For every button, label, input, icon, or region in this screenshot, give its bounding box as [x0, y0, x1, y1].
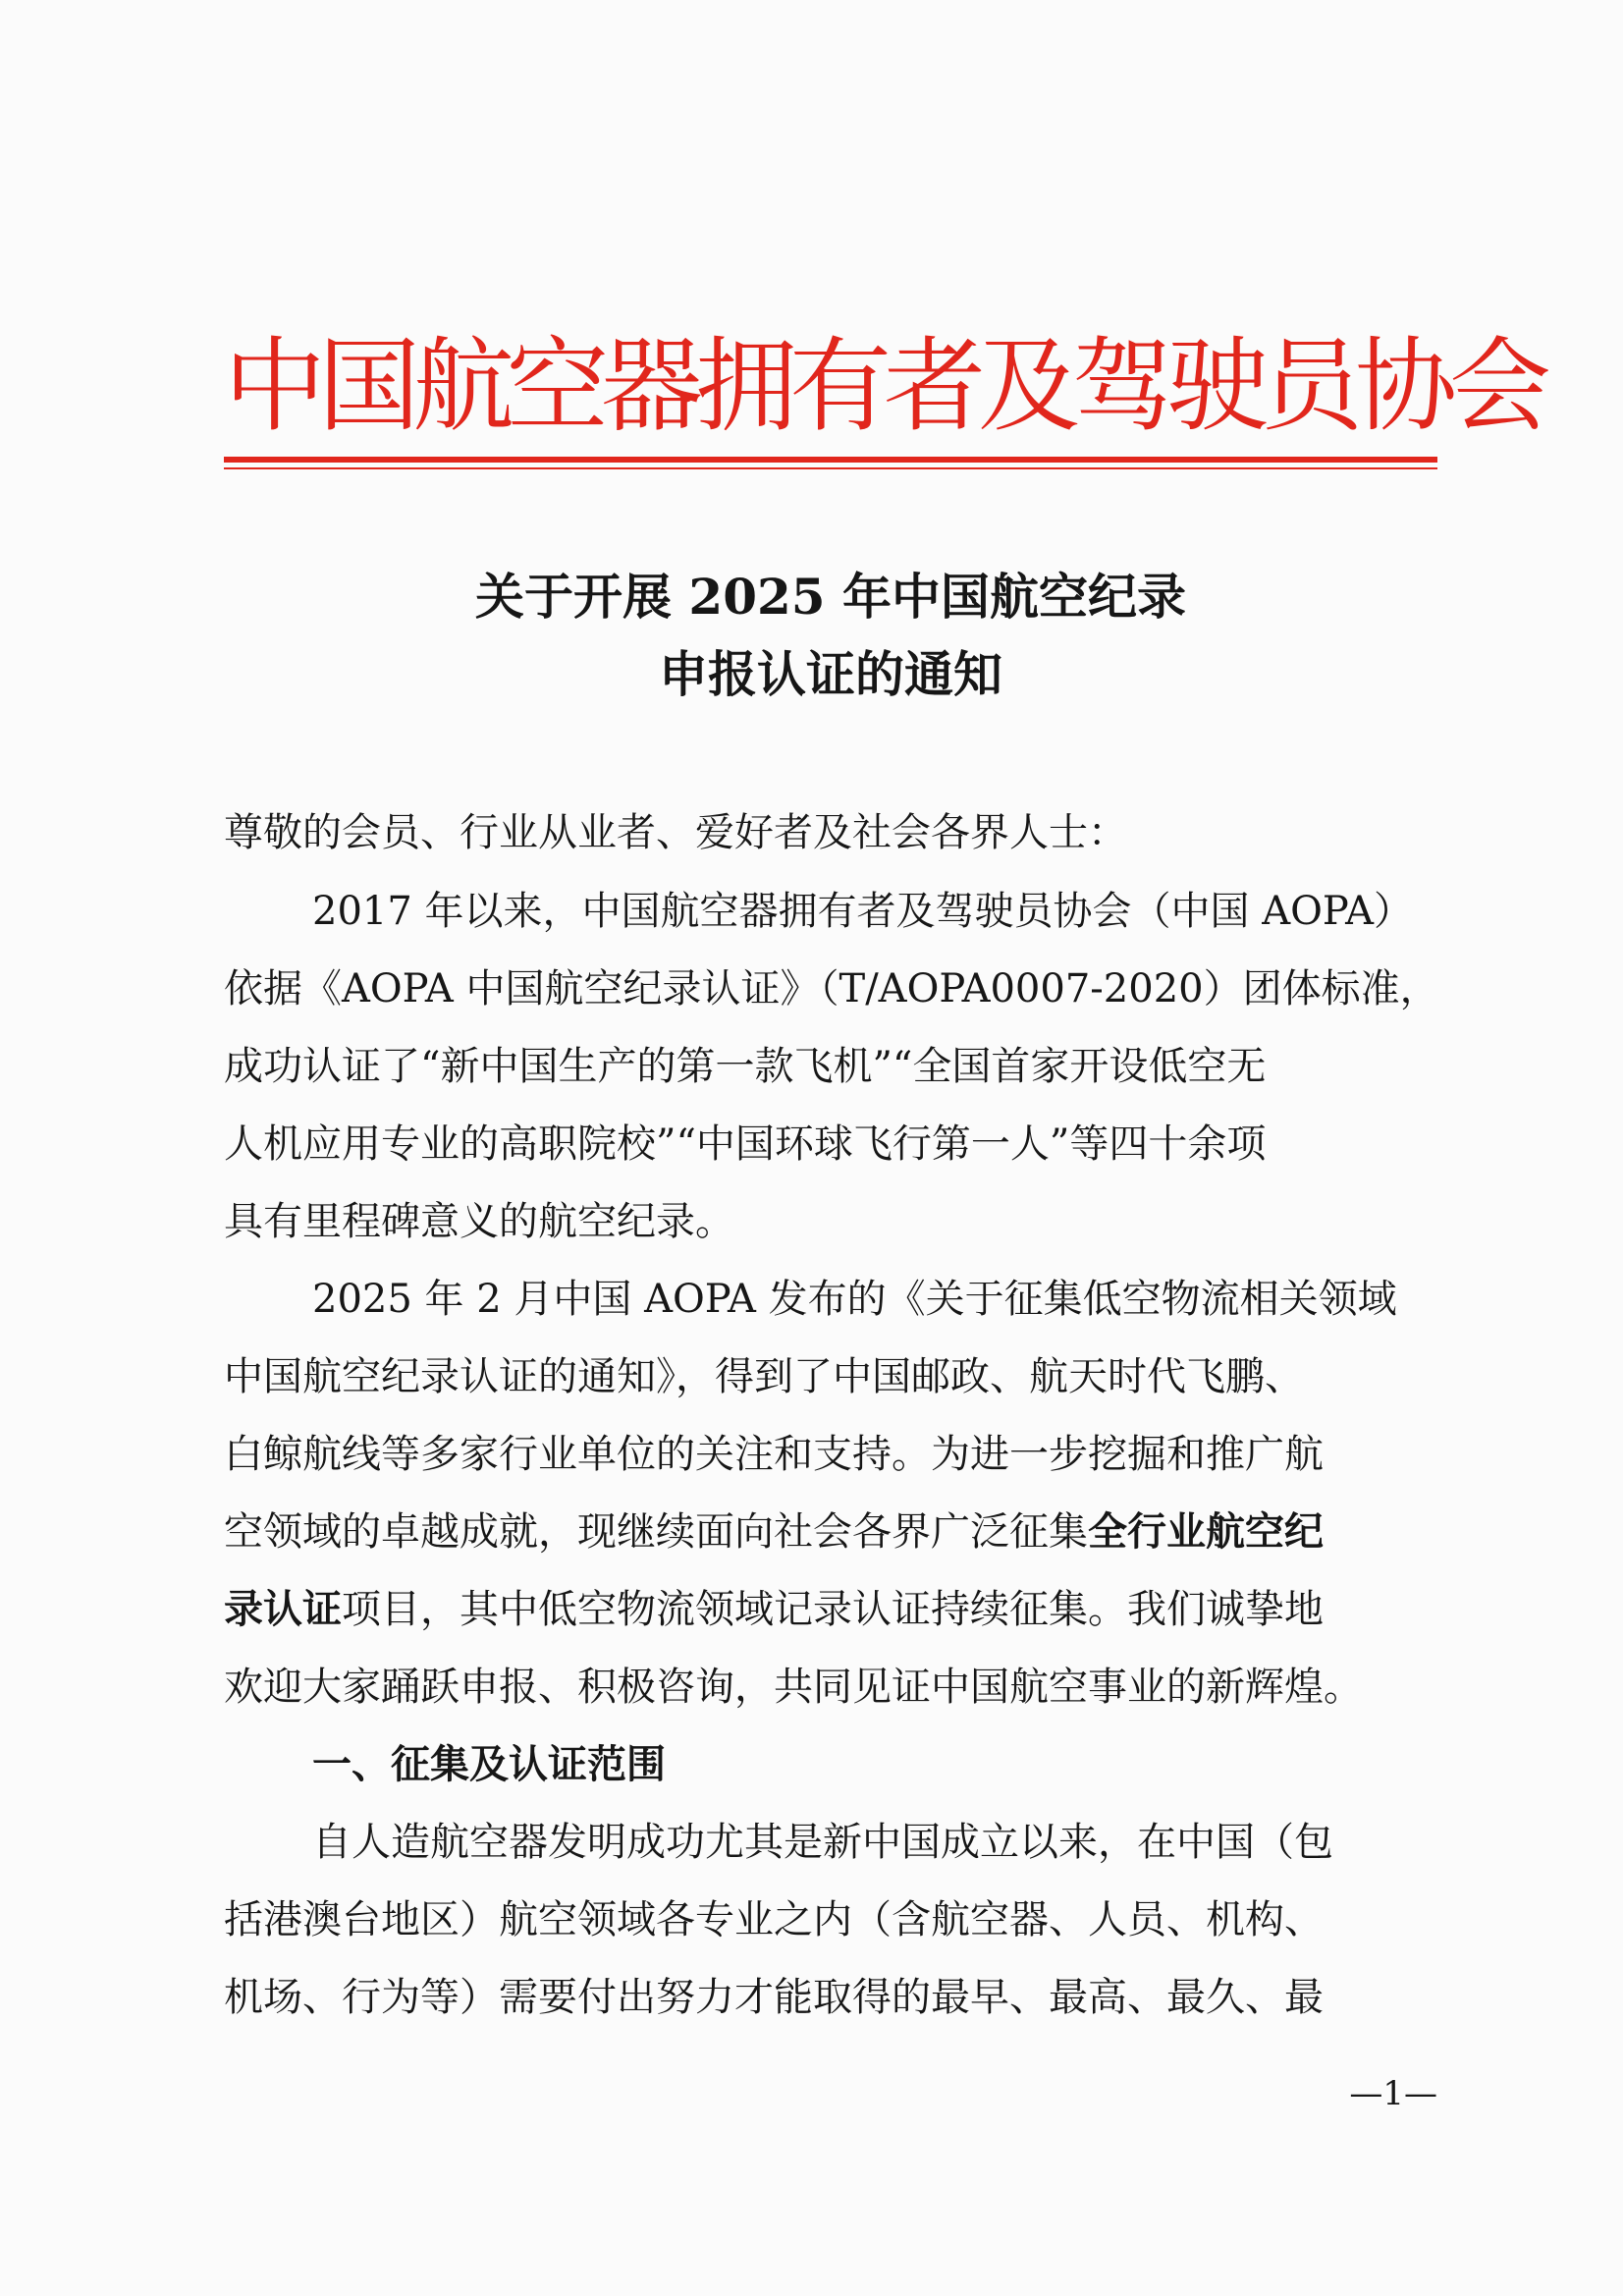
paragraph-1-line: 具有里程碑意义的航空纪录。: [224, 1199, 734, 1244]
salutation: 尊敬的会员、行业从业者、爱好者及社会各界人士：: [224, 810, 1127, 855]
paragraph-2-text: 空领域的卓越成就，现继续面向社会各界广泛征集: [224, 1509, 1088, 1555]
section-heading: 一、征集及认证范围: [312, 1742, 666, 1787]
highlight-text: 录认证: [224, 1586, 342, 1632]
page-number: —1—: [1349, 2074, 1437, 2113]
document-title-line-1: 关于开展 2025 年中国航空纪录: [475, 568, 1186, 626]
paragraph-1-line: 成功认证了“新中国生产的第一款飞机”“全国首家开设低空无: [224, 1044, 1267, 1089]
paragraph-2-line: 中国航空纪录认证的通知》，得到了中国邮政、航天时代飞鹏、: [224, 1354, 1304, 1399]
section-1-line: 括港澳台地区）航空领域各专业之内（含航空器、人员、机构、: [224, 1897, 1324, 1942]
section-1-line: 自人造航空器发明成功尤其是新中国成立以来，在中国（包: [312, 1820, 1333, 1865]
paragraph-2-line: 欢迎大家踊跃申报、积极咨询，共同见证中国航空事业的新辉煌。: [224, 1665, 1363, 1710]
organization-letterhead: 中国航空器拥有者及驾驶员协会: [224, 326, 1544, 446]
paragraph-1-line: 人机应用专业的高职院校”“中国环球飞行第一人”等四十余项: [224, 1121, 1267, 1167]
paragraph-2-line: 2025 年 2 月中国 AOPA 发布的《关于征集低空物流相关领域: [312, 1277, 1397, 1322]
letterhead-divider-thin: [224, 467, 1437, 469]
paragraph-2-line: 白鲸航线等多家行业单位的关注和支持。为进一步挖掘和推广航: [224, 1432, 1324, 1477]
paragraph-1-line: 2017 年以来，中国航空器拥有者及驾驶员协会（中国 AOPA）: [312, 889, 1414, 934]
document-title-line-2: 申报认证的通知: [659, 645, 1002, 703]
paragraph-2-text: 项目，其中低空物流领域记录认证持续征集。我们诚挚地: [342, 1587, 1324, 1632]
paragraph-2-line: [224, 1493, 1437, 1571]
highlight-text: 全行业航空纪: [1088, 1508, 1324, 1555]
paragraph-1-line: 依据《AOPA 中国航空纪录认证》（T/AOPA0007-2020）团体标准，: [224, 966, 1439, 1011]
section-1-line: 机场、行为等）需要付出努力才能取得的最早、最高、最久、最: [224, 1975, 1324, 2020]
letterhead-divider-thick: [224, 457, 1437, 463]
paragraph-2-line: [224, 1570, 1437, 1649]
